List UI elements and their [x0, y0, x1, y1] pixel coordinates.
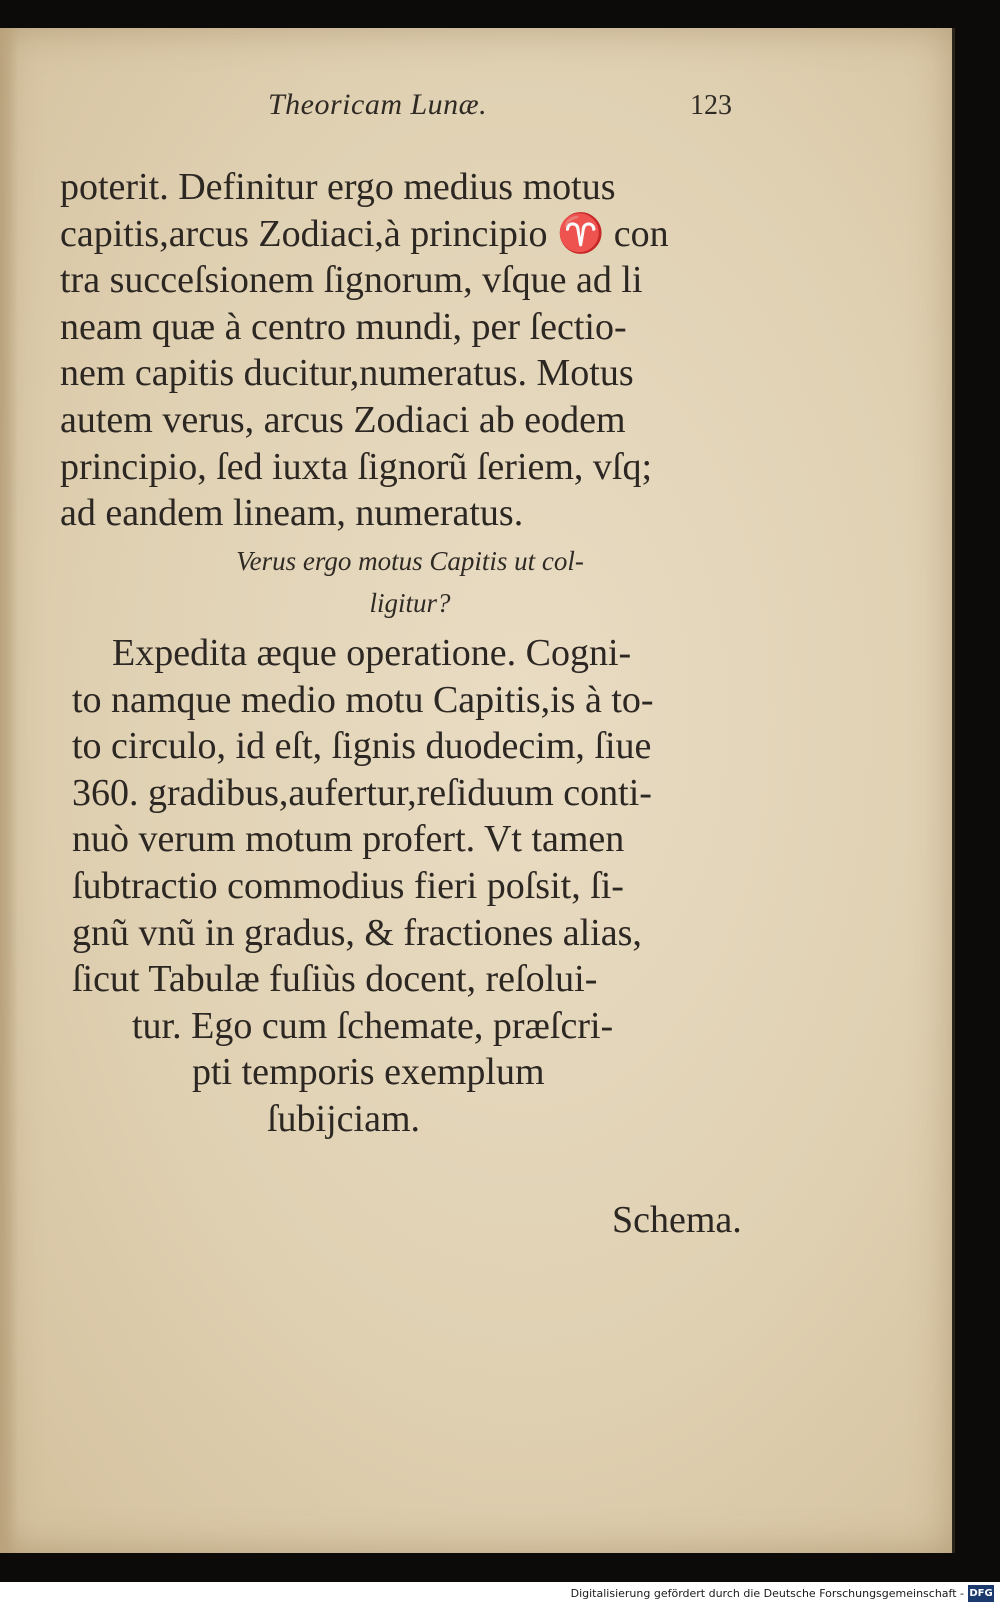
text-line: capitis,arcus Zodiaci,à principio ♈ con — [60, 212, 669, 255]
text-line: to circulo, id eſt, ſignis duodecim, ſiue — [72, 725, 652, 768]
paragraph-2 — [72, 630, 772, 1143]
text-line: Expedita æque operatione. Cogni- — [112, 632, 632, 674]
heading-line: ligitur? — [369, 588, 451, 618]
catchword: Schema. — [612, 1199, 742, 1241]
text-line: 360. gradibus,aufertur,reſiduum conti- — [72, 771, 652, 814]
text-line: neam quæ à centro mundi, per ſectio- — [60, 305, 627, 348]
text-line: poterit. Definitur ergo medius motus — [60, 166, 616, 208]
footer-credit: Digitalisierung gefördert durch die Deutsche Forschungsgemeinschaft - — [570, 1587, 964, 1600]
text-line: nem capitis ducitur,numeratus. Motus — [60, 352, 634, 395]
book-page — [0, 28, 955, 1553]
text-line: ſicut Tabulæ fuſiùs docent, reſolui- — [72, 958, 598, 1001]
page-header — [0, 88, 952, 138]
text-line: principio, ſed iuxta ſignorũ ſeriem, vſq; — [60, 445, 653, 488]
text-line: pti temporis exemplum — [192, 1051, 545, 1094]
dfg-logo-icon: DFG — [968, 1585, 994, 1602]
text-line: ad eandem lineam, numeratus. — [60, 492, 524, 535]
text-line: to namque medio motu Capitis,is à to- — [72, 678, 654, 721]
text-line: tur. Ego cum ſchemate, præſcri- — [132, 1004, 614, 1047]
heading-line: Verus ergo motus Capitis ut col- — [236, 546, 584, 576]
text-line: nuò verum motum profert. Vt tamen — [72, 818, 625, 861]
text-line: autem verus, arcus Zodiaci ab eodem — [60, 398, 626, 441]
text-line: ſubijciam. — [267, 1097, 421, 1140]
digitization-footer — [0, 1582, 1000, 1607]
paragraph-1 — [60, 164, 760, 537]
page-number: 123 — [690, 90, 732, 121]
text-line: ſubtractio commodius fieri poſsit, ſi- — [72, 864, 624, 907]
text-line: gnũ vnũ in gradus, & fractiones alias, — [72, 911, 642, 954]
page-gutter-shadow — [0, 28, 18, 1553]
section-heading — [150, 540, 670, 624]
running-title: Theoricam Lunæ. — [268, 88, 488, 121]
text-line: tra succeſsionem ſignorum, vſque ad li — [60, 259, 643, 302]
